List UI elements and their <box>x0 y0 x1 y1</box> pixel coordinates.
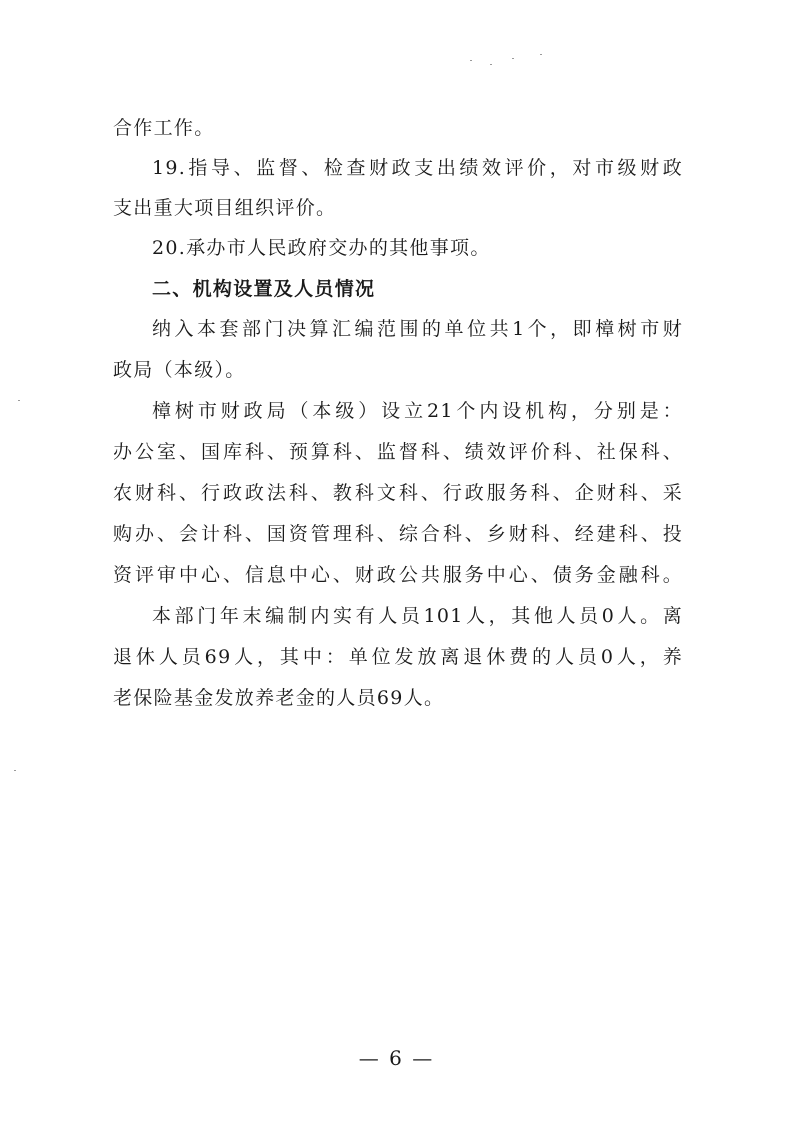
text-line-2: 19.指导、监督、检查财政支出绩效评价，对市级财政 <box>152 157 683 179</box>
text-line-1: 合作工作。 <box>113 117 215 139</box>
scan-speck <box>490 64 492 65</box>
text-line-14: 退休人员69人，其中：单位发放离退休费的人员0人，养 <box>113 646 683 668</box>
page-number: — 6 — <box>358 1046 435 1070</box>
scan-speck <box>14 770 16 771</box>
scan-speck <box>512 58 514 59</box>
text-line-15: 老保险基金发放养老金的人员69人。 <box>113 687 445 709</box>
text-line-4: 20.承办市人民政府交办的其他事项。 <box>152 237 491 259</box>
text-line-12: 资评审中心、信息中心、财政公共服务中心、债务金融科。 <box>113 564 683 586</box>
text-line-11: 购办、会计科、国资管理科、综合科、乡财科、经建科、投 <box>113 523 683 545</box>
scan-speck <box>18 400 20 401</box>
text-line-10: 农财科、行政政法科、教科文科、行政服务科、企财科、采 <box>113 482 683 504</box>
text-line-7: 政局（本级）。 <box>113 359 246 381</box>
text-line-3: 支出重大项目组织评价。 <box>113 197 337 219</box>
text-line-6: 纳入本套部门决算汇编范围的单位共1个，即樟树市财 <box>152 318 683 340</box>
scan-speck <box>470 60 472 61</box>
text-line-9: 办公室、国库科、预算科、监督科、绩效评价科、社保科、 <box>113 441 683 463</box>
scan-speck <box>540 54 542 55</box>
section-heading: 二、机构设置及人员情况 <box>152 278 376 300</box>
text-line-8: 樟树市财政局（本级）设立21个内设机构，分别是： <box>152 400 683 422</box>
text-line-13: 本部门年末编制内实有人员101人，其他人员0人。离 <box>152 605 683 627</box>
